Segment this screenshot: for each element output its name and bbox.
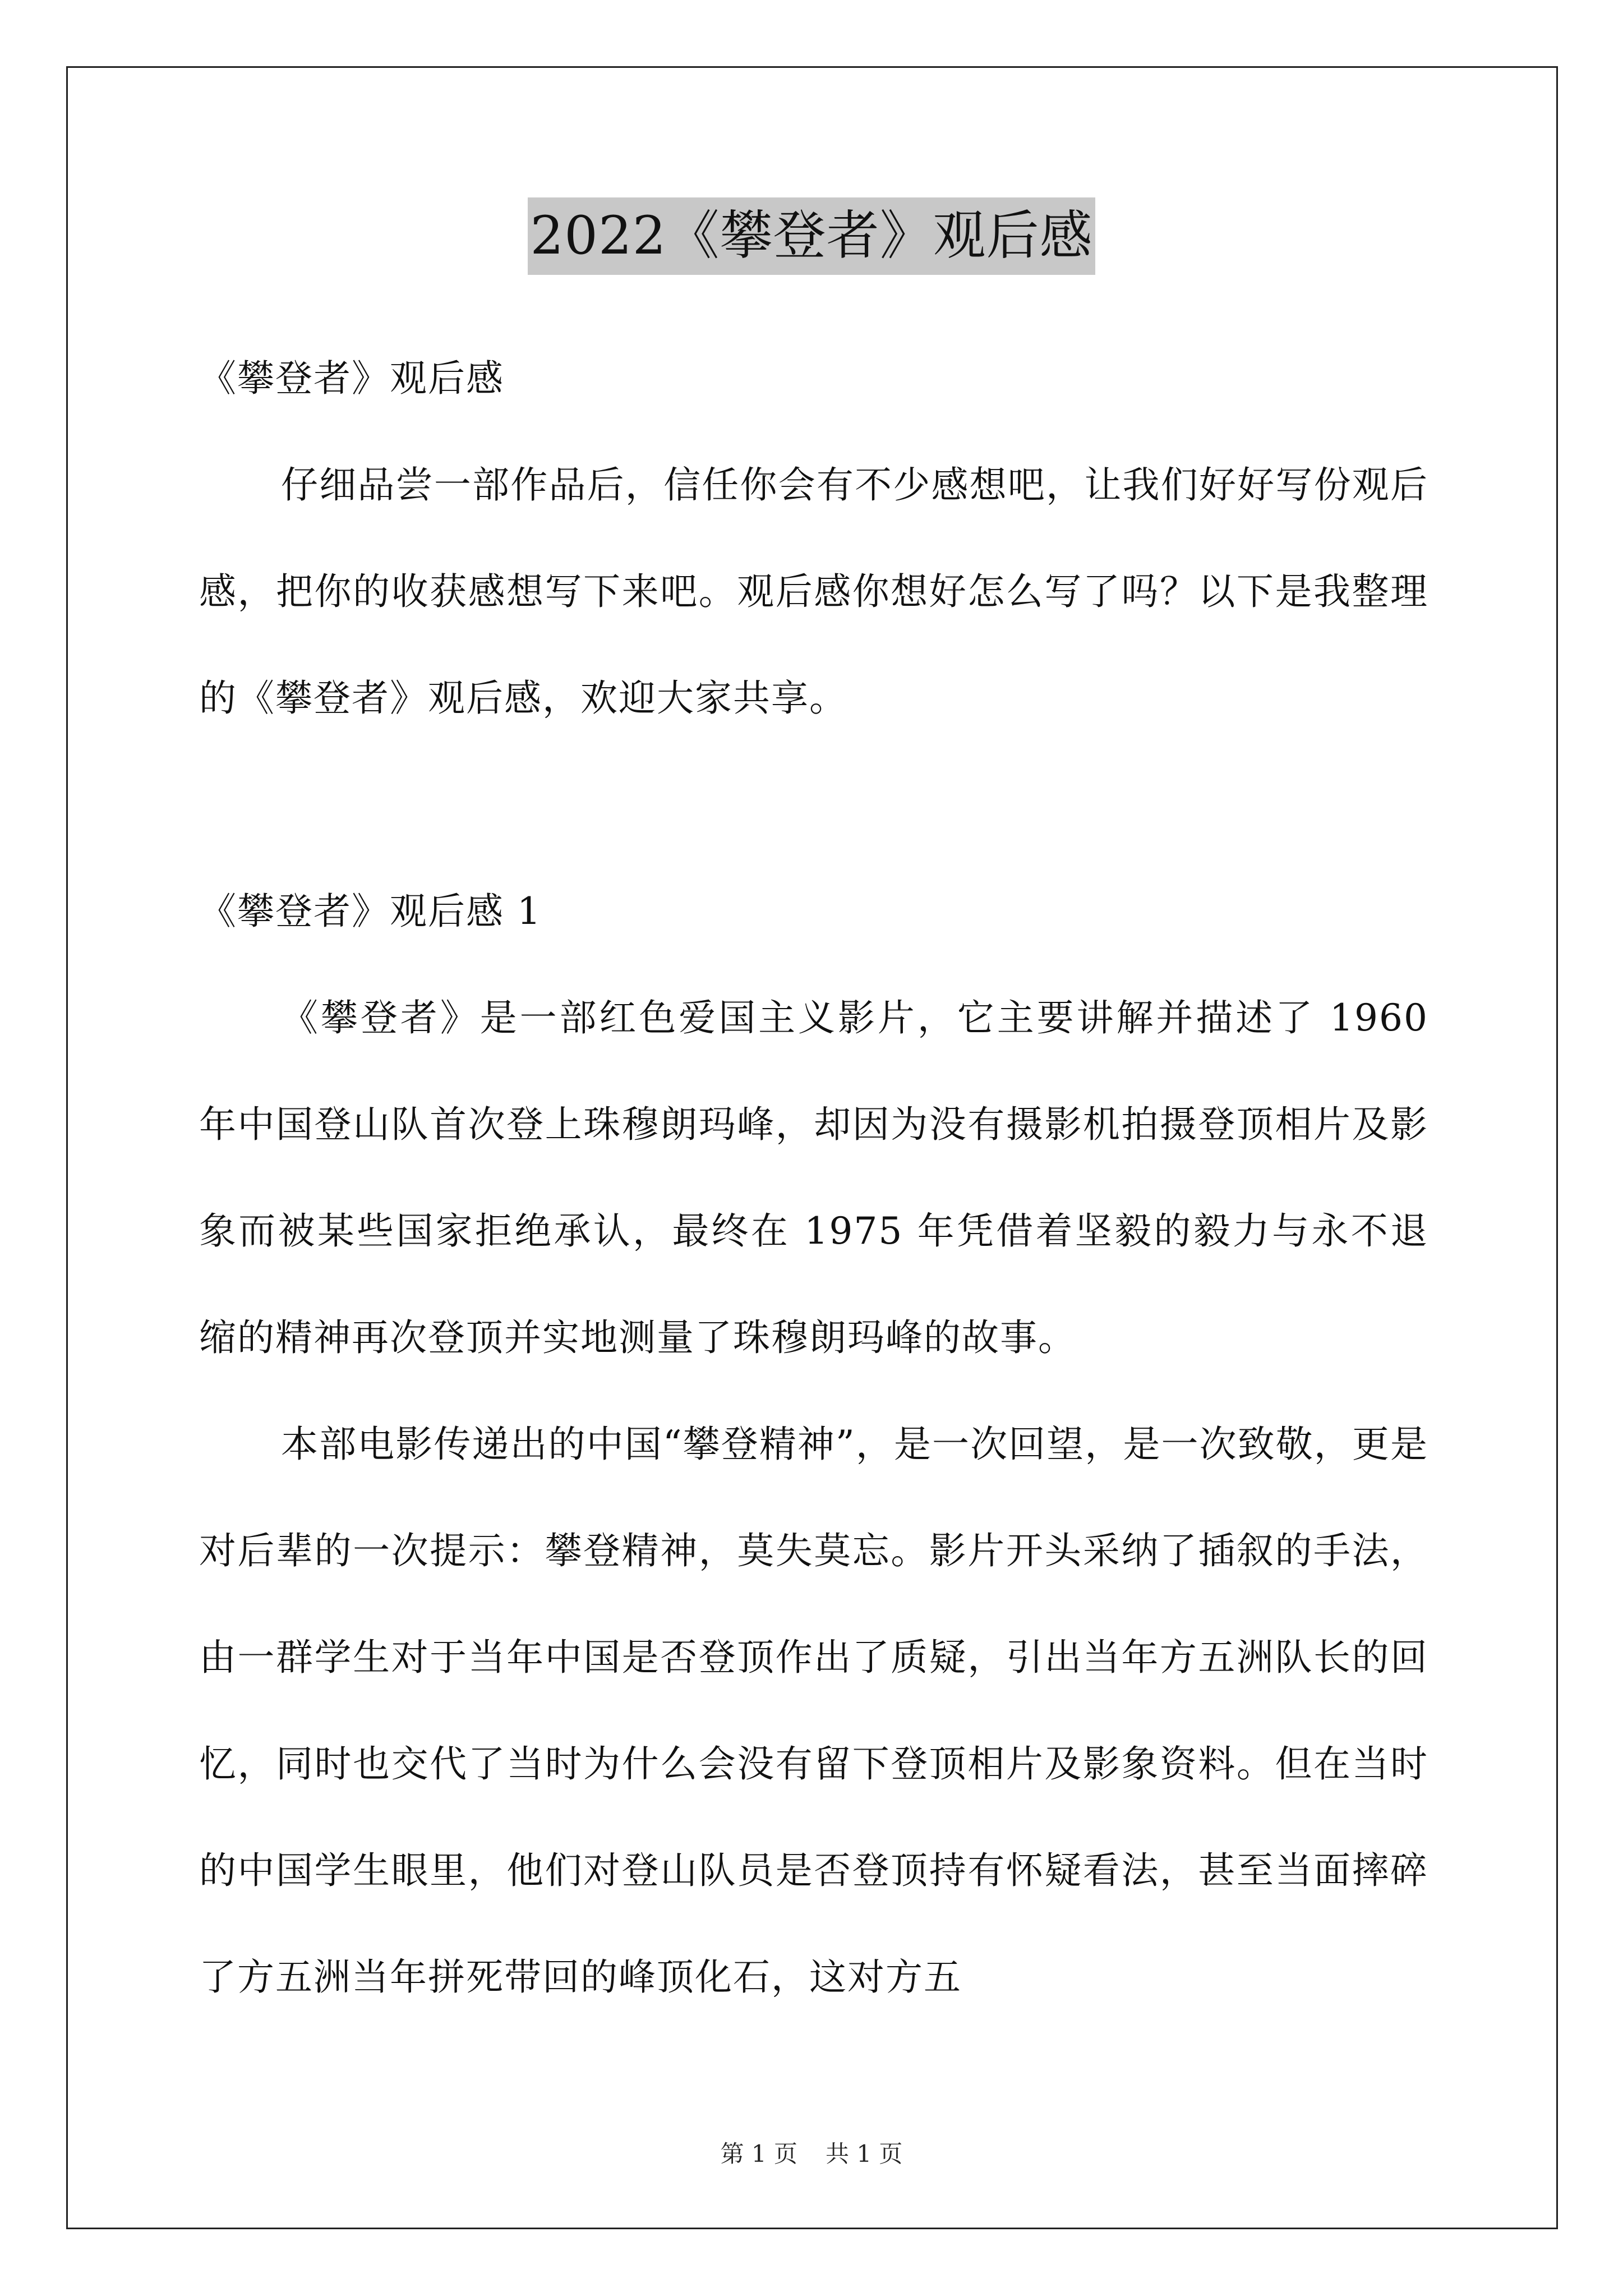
review-paragraph-1: 《攀登者》是一部红色爱国主义影片，它主要讲解并描述了 1960 年中国登山队首次登上珠穆朗玛峰，却因为没有摄影机拍摄登顶相片及影象而被某些国家拒绝承认，最终在 1975 年凭借着坚毅的毅力与永不退缩的精神再次登顶并实地测量了珠穆朗玛峰的故事。 — [199, 996, 1428, 1359]
subheading-review-1: 《攀登者》观后感 1 — [199, 890, 542, 933]
title-container — [0, 197, 1623, 275]
page-number-total: 共 1 页 — [826, 2140, 903, 2168]
section-heading: 《攀登者》观后感 — [199, 357, 504, 400]
review-paragraph-2: 本部电影传递出的中国“攀登精神”，是一次回望，是一次致敬，更是对后辈的一次提示：攀登精神，莫失莫忘。影片开头采纳了插叙的手法，由一群学生对于当年中国是否登顶作出了质疑，引出当年方五洲队长的回忆，同时也交代了当时为什么会没有留下登顶相片及影象资料。但在当时的中国学生眼里，他们对登山队员是否登顶持有怀疑看法，甚至当面摔碎了方五洲当年拼死带回的峰顶化石，这对方五 — [199, 1423, 1428, 1999]
page-footer — [0, 2137, 1623, 2171]
document-body — [199, 325, 1428, 2031]
paragraph-spacer — [199, 752, 1428, 858]
intro-paragraph: 仔细品尝一部作品后，信任你会有不少感想吧，让我们好好写份观后感，把你的收获感想写下来吧。观后感你想好怎么写了吗？以下是我整理的《攀登者》观后感，欢迎大家共享。 — [199, 463, 1428, 720]
document-title: 2022《攀登者》观后感 — [528, 197, 1095, 275]
page-number-current: 第 1 页 — [720, 2140, 797, 2168]
